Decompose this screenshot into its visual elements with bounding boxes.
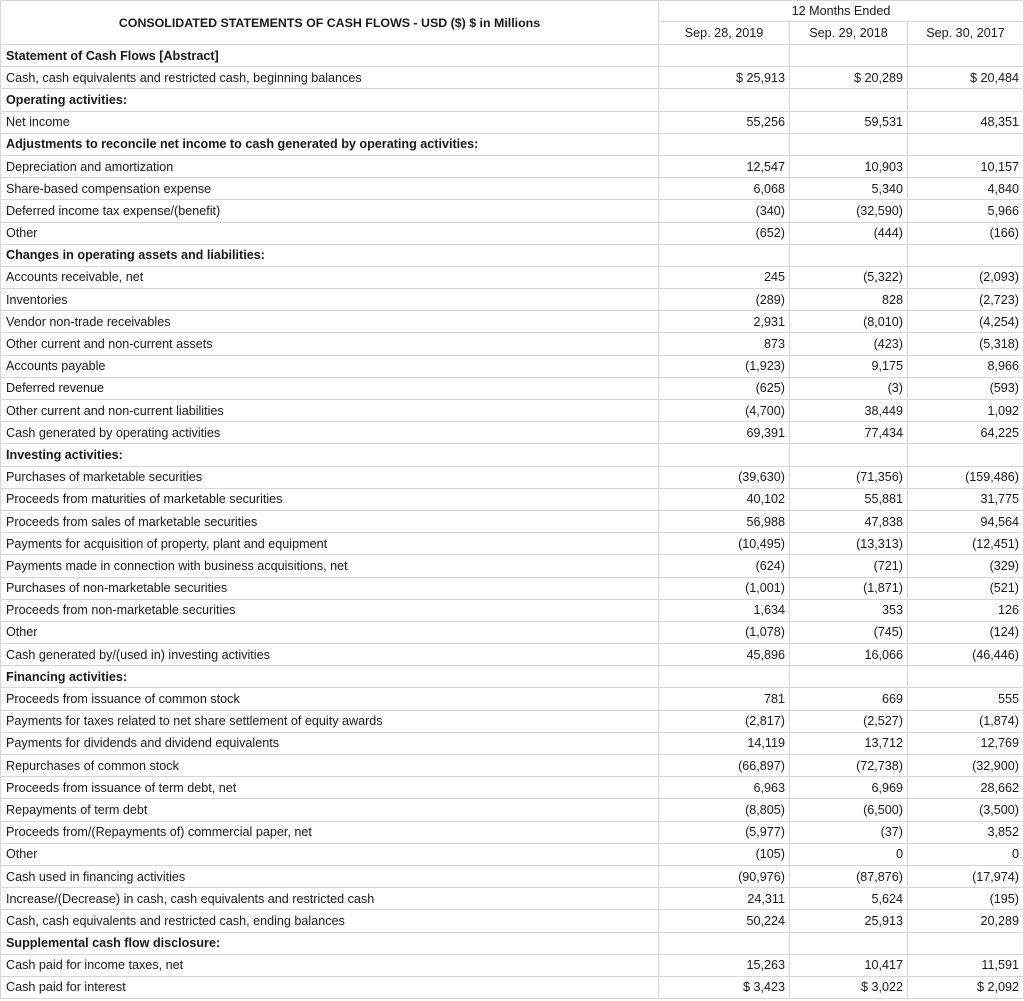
row-value: (39,630): [659, 466, 790, 488]
row-value: [908, 45, 1024, 67]
row-value: 55,256: [659, 111, 790, 133]
row-label: Cash used in financing activities: [1, 865, 659, 887]
row-value: 0: [908, 843, 1024, 865]
row-value: 77,434: [790, 422, 908, 444]
row-value: (8,805): [659, 799, 790, 821]
row-value: 6,969: [790, 777, 908, 799]
row-value: (444): [790, 222, 908, 244]
row-value: (1,871): [790, 577, 908, 599]
row-value: [908, 244, 1024, 266]
row-value: (2,093): [908, 266, 1024, 288]
row-value: (13,313): [790, 533, 908, 555]
row-label: Cash paid for interest: [1, 976, 659, 998]
row-label: Increase/(Decrease) in cash, cash equivalents and restricted cash: [1, 888, 659, 910]
row-value: (745): [790, 621, 908, 643]
row-value: [908, 133, 1024, 155]
row-value: 8,966: [908, 355, 1024, 377]
row-value: 2,931: [659, 311, 790, 333]
row-value: (1,923): [659, 355, 790, 377]
row-value: 28,662: [908, 777, 1024, 799]
section-header-row: [1, 45, 1024, 67]
table-row: [1, 799, 1024, 821]
row-value: (423): [790, 333, 908, 355]
row-value: 25,913: [790, 910, 908, 932]
row-value: [790, 89, 908, 111]
table-row: [1, 621, 1024, 643]
row-value: [659, 666, 790, 688]
row-label: Payments made in connection with business acquisitions, net: [1, 555, 659, 577]
row-value: (166): [908, 222, 1024, 244]
row-value: (593): [908, 377, 1024, 399]
row-label: Accounts payable: [1, 355, 659, 377]
table-row: [1, 843, 1024, 865]
table-row: [1, 488, 1024, 510]
row-label: Other: [1, 843, 659, 865]
table-row: [1, 865, 1024, 887]
row-label: Other current and non-current liabilities: [1, 400, 659, 422]
row-value: (289): [659, 289, 790, 311]
table-row: [1, 510, 1024, 532]
row-value: 50,224: [659, 910, 790, 932]
row-value: [790, 133, 908, 155]
row-value: 1,092: [908, 400, 1024, 422]
table-row: [1, 577, 1024, 599]
table-row: [1, 377, 1024, 399]
row-value: 20,289: [908, 910, 1024, 932]
table-row: [1, 422, 1024, 444]
table-row: [1, 200, 1024, 222]
row-value: (32,590): [790, 200, 908, 222]
row-label: Depreciation and amortization: [1, 155, 659, 177]
row-value: [790, 666, 908, 688]
row-value: [790, 932, 908, 954]
row-value: [790, 244, 908, 266]
section-label: Adjustments to reconcile net income to cash generated by operating activities:: [1, 133, 659, 155]
row-value: [659, 89, 790, 111]
table-row: [1, 755, 1024, 777]
row-value: 12,547: [659, 155, 790, 177]
column-header-2017: Sep. 30, 2017: [908, 22, 1024, 45]
row-label: Repayments of term debt: [1, 799, 659, 821]
row-label: Other: [1, 621, 659, 643]
row-value: 669: [790, 688, 908, 710]
section-label: Investing activities:: [1, 444, 659, 466]
row-value: (1,078): [659, 621, 790, 643]
row-value: (12,451): [908, 533, 1024, 555]
row-label: Proceeds from sales of marketable securities: [1, 510, 659, 532]
period-label: 12 Months Ended: [659, 1, 1024, 22]
column-header-2018: Sep. 29, 2018: [790, 22, 908, 45]
table-row: [1, 976, 1024, 998]
row-value: (5,318): [908, 333, 1024, 355]
row-value: 59,531: [790, 111, 908, 133]
row-value: $ 20,289: [790, 67, 908, 89]
row-value: (46,446): [908, 644, 1024, 666]
table-row: [1, 644, 1024, 666]
row-value: (6,500): [790, 799, 908, 821]
column-header-2019: Sep. 28, 2019: [659, 22, 790, 45]
section-header-row: [1, 244, 1024, 266]
row-label: Repurchases of common stock: [1, 755, 659, 777]
table-row: [1, 533, 1024, 555]
table-row: [1, 821, 1024, 843]
row-value: (124): [908, 621, 1024, 643]
row-value: (3): [790, 377, 908, 399]
row-value: 16,066: [790, 644, 908, 666]
row-label: Cash generated by operating activities: [1, 422, 659, 444]
row-value: 38,449: [790, 400, 908, 422]
row-label: Vendor non-trade receivables: [1, 311, 659, 333]
row-value: (87,876): [790, 865, 908, 887]
row-value: (4,254): [908, 311, 1024, 333]
row-value: (721): [790, 555, 908, 577]
section-label: Financing activities:: [1, 666, 659, 688]
row-value: $ 25,913: [659, 67, 790, 89]
row-value: (66,897): [659, 755, 790, 777]
section-label: Operating activities:: [1, 89, 659, 111]
row-value: 40,102: [659, 488, 790, 510]
row-value: (2,723): [908, 289, 1024, 311]
row-value: [908, 89, 1024, 111]
row-value: (340): [659, 200, 790, 222]
section-header-row: [1, 666, 1024, 688]
row-label: Proceeds from issuance of term debt, net: [1, 777, 659, 799]
row-value: [659, 133, 790, 155]
table-row: [1, 155, 1024, 177]
row-value: 31,775: [908, 488, 1024, 510]
row-value: (624): [659, 555, 790, 577]
row-value: 828: [790, 289, 908, 311]
row-value: (159,486): [908, 466, 1024, 488]
row-value: 4,840: [908, 178, 1024, 200]
row-value: (625): [659, 377, 790, 399]
row-label: Payments for taxes related to net share settlement of equity awards: [1, 710, 659, 732]
row-value: [908, 444, 1024, 466]
row-label: Accounts receivable, net: [1, 266, 659, 288]
row-label: Proceeds from non-marketable securities: [1, 599, 659, 621]
row-label: Payments for dividends and dividend equivalents: [1, 732, 659, 754]
row-value: (1,001): [659, 577, 790, 599]
row-value: [790, 45, 908, 67]
row-label: Proceeds from/(Repayments of) commercial paper, net: [1, 821, 659, 843]
row-value: 353: [790, 599, 908, 621]
table-row: [1, 289, 1024, 311]
table-row: [1, 67, 1024, 89]
row-value: (105): [659, 843, 790, 865]
row-value: 3,852: [908, 821, 1024, 843]
row-value: 12,769: [908, 732, 1024, 754]
row-value: 0: [790, 843, 908, 865]
row-label: Cash, cash equivalents and restricted cash, ending balances: [1, 910, 659, 932]
table-row: [1, 266, 1024, 288]
table-row: [1, 111, 1024, 133]
row-label: Cash generated by/(used in) investing activities: [1, 644, 659, 666]
row-value: [908, 666, 1024, 688]
row-value: (5,322): [790, 266, 908, 288]
row-label: Other: [1, 222, 659, 244]
row-value: 55,881: [790, 488, 908, 510]
row-value: 6,068: [659, 178, 790, 200]
row-value: 10,417: [790, 954, 908, 976]
row-value: 781: [659, 688, 790, 710]
row-value: [659, 244, 790, 266]
row-value: (37): [790, 821, 908, 843]
row-value: $ 3,022: [790, 976, 908, 998]
row-value: (652): [659, 222, 790, 244]
section-label: Supplemental cash flow disclosure:: [1, 932, 659, 954]
row-label: Share-based compensation expense: [1, 178, 659, 200]
table-row: [1, 688, 1024, 710]
row-label: Deferred income tax expense/(benefit): [1, 200, 659, 222]
row-value: (329): [908, 555, 1024, 577]
table-row: [1, 555, 1024, 577]
row-value: $ 20,484: [908, 67, 1024, 89]
row-value: [659, 45, 790, 67]
row-value: (3,500): [908, 799, 1024, 821]
row-value: (72,738): [790, 755, 908, 777]
table-row: [1, 178, 1024, 200]
row-value: [659, 932, 790, 954]
table-row: [1, 333, 1024, 355]
row-value: 5,624: [790, 888, 908, 910]
table-row: [1, 954, 1024, 976]
row-value: 5,966: [908, 200, 1024, 222]
row-value: 10,903: [790, 155, 908, 177]
row-value: 69,391: [659, 422, 790, 444]
row-value: 11,591: [908, 954, 1024, 976]
table-row: [1, 888, 1024, 910]
row-label: Cash paid for income taxes, net: [1, 954, 659, 976]
row-value: [908, 932, 1024, 954]
row-value: [790, 444, 908, 466]
row-value: 48,351: [908, 111, 1024, 133]
row-label: Proceeds from maturities of marketable securities: [1, 488, 659, 510]
row-value: [659, 444, 790, 466]
table-row: [1, 400, 1024, 422]
table-body: [1, 45, 1024, 999]
table-row: [1, 311, 1024, 333]
row-value: 24,311: [659, 888, 790, 910]
row-value: (10,495): [659, 533, 790, 555]
row-label: Proceeds from issuance of common stock: [1, 688, 659, 710]
row-value: (1,874): [908, 710, 1024, 732]
table-row: [1, 599, 1024, 621]
table-row: [1, 355, 1024, 377]
row-value: (17,974): [908, 865, 1024, 887]
row-value: $ 3,423: [659, 976, 790, 998]
row-label: Other current and non-current assets: [1, 333, 659, 355]
row-value: 10,157: [908, 155, 1024, 177]
table-row: [1, 466, 1024, 488]
section-header-row: [1, 133, 1024, 155]
row-value: 13,712: [790, 732, 908, 754]
row-value: (8,010): [790, 311, 908, 333]
table-row: [1, 777, 1024, 799]
row-value: 45,896: [659, 644, 790, 666]
section-header-row: [1, 89, 1024, 111]
row-label: Payments for acquisition of property, plant and equipment: [1, 533, 659, 555]
row-value: 64,225: [908, 422, 1024, 444]
row-label: Net income: [1, 111, 659, 133]
row-value: (521): [908, 577, 1024, 599]
row-value: $ 2,092: [908, 976, 1024, 998]
row-value: (2,817): [659, 710, 790, 732]
row-label: Deferred revenue: [1, 377, 659, 399]
row-value: 555: [908, 688, 1024, 710]
row-value: (5,977): [659, 821, 790, 843]
section-header-row: [1, 932, 1024, 954]
row-label: Cash, cash equivalents and restricted cash, beginning balances: [1, 67, 659, 89]
row-value: 14,119: [659, 732, 790, 754]
row-label: Purchases of non-marketable securities: [1, 577, 659, 599]
row-value: (195): [908, 888, 1024, 910]
row-value: 873: [659, 333, 790, 355]
row-value: 245: [659, 266, 790, 288]
table-row: [1, 910, 1024, 932]
table-title: CONSOLIDATED STATEMENTS OF CASH FLOWS - USD ($) $ in Millions: [1, 1, 659, 45]
row-value: (4,700): [659, 400, 790, 422]
row-value: (32,900): [908, 755, 1024, 777]
section-header-row: [1, 444, 1024, 466]
row-value: 47,838: [790, 510, 908, 532]
row-value: (2,527): [790, 710, 908, 732]
row-label: Purchases of marketable securities: [1, 466, 659, 488]
row-label: Inventories: [1, 289, 659, 311]
section-label: Statement of Cash Flows [Abstract]: [1, 45, 659, 67]
table-row: [1, 710, 1024, 732]
row-value: 126: [908, 599, 1024, 621]
row-value: (71,356): [790, 466, 908, 488]
section-label: Changes in operating assets and liabilities:: [1, 244, 659, 266]
row-value: 94,564: [908, 510, 1024, 532]
row-value: 5,340: [790, 178, 908, 200]
row-value: 56,988: [659, 510, 790, 532]
row-value: 6,963: [659, 777, 790, 799]
table-row: [1, 222, 1024, 244]
row-value: 1,634: [659, 599, 790, 621]
row-value: 9,175: [790, 355, 908, 377]
row-value: 15,263: [659, 954, 790, 976]
table-header-row: [1, 1, 1024, 22]
table-row: [1, 732, 1024, 754]
row-value: (90,976): [659, 865, 790, 887]
